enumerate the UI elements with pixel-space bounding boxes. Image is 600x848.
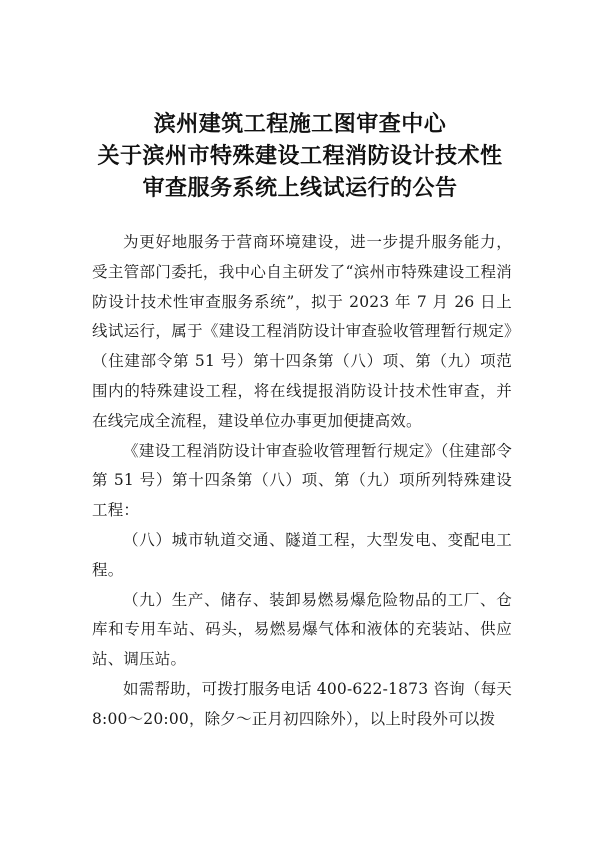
notice-title [0, 108, 600, 204]
notice-body [92, 228, 512, 735]
title-line-2: 关于滨州市特殊建设工程消防设计技术性 [97, 143, 503, 169]
paragraph-regulation: 《建设工程消防设计审查验收管理暂行规定》（住建部令第 51 号）第十四条第（八）项、第（九）项所列特殊建设工程： [92, 441, 512, 520]
paragraph-item-9: （九）生产、储存、装卸易燃易爆危险物品的工厂、仓库和专用车站、码头，易燃易爆气体和液体的充装站、供应站、调压站。 [92, 590, 512, 669]
title-line-1: 滨州建筑工程施工图审查中心 [153, 111, 447, 137]
paragraph-contact: 如需帮助，可拨打服务电话 400-622-1873 咨询（每天 8:00～20:00，除夕～正月初四除外），以上时段外可以拨 [92, 679, 512, 728]
paragraph-intro: 为更好地服务于营商环境建设，进一步提升服务能力，受主管部门委托，我中心自主研发了“滨州市特殊建设工程消防设计技术性审查服务系统”，拟于 2023 年 7 月 26 日上线试运行，属于《建设工程消防设计审查验收管理暂行规定》（住建部令第 51 号）第十四条第（八）项、第（九）项范围内的特殊建设工程，将在线提报消防设计技术性审查，并在线完成全流程，建设单位办事更加便捷高效。 [92, 233, 512, 430]
title-line-3: 审查服务系统上线试运行的公告 [142, 175, 458, 201]
paragraph-item-8: （八）城市轨道交通、隧道工程，大型发电、变配电工程。 [92, 530, 512, 579]
